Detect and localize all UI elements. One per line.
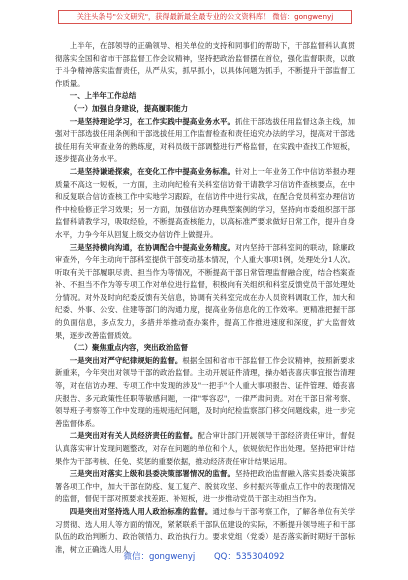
paragraph-text: 抓住干部选拔任用监督这条主线，加强对干部选拔任用条例和干部选拔任用工作监督检查和责任追究办法的学习，提高对干部选拔任用有关审查业务的熟练度，对科员级干部调整进行严格监督，在实践中查找工作短板，逐步提高业务水平。 [55, 116, 355, 164]
page-footer [0, 550, 408, 566]
paragraph-text: 坚持把政治监督融入落实县委决策部署各项工作中，加大干部在防疫、复工复产、脱贫攻坚、乡村振兴等重点工作中的表现情况的监督，督促干部对照要求找差距、补短板，进一步推动党员干部主动担当作为。 [55, 469, 355, 504]
paragraph-text: 针对上一年业务工作中信访举报办理质量不高这一短板，一方面，主动向纪检有关科室信访骨干请教学习信访件查核要点，在中和反复联合信访查核工作中实地学习跟踪，在信访件中进行实战，在配合党员科室办理信访件中检验修正学习效果；另一方面，加强信访办理典型案例的学习，坚持向市委组织部干部监督科请教学习，吸取经验，不断提高查核能力，以高标准严要求做好日常工作，提升自身水平，力争今年从回复上级交办信访件上做提升。 [55, 166, 355, 239]
paragraph-text: 上半年，在部领导的正确领导、相关单位的支持和同事们的帮助下，干部监督科认真贯彻落实全国和省市干部监督工作会议精神，坚持把政治监督摆在首位，强化监督职责，以敢于斗争精神落实监督责任，从严从实，抓早抓小，以具体问题为抓手，不断提升干部监督工作质量。 [55, 41, 355, 88]
body-paragraph [55, 355, 355, 431]
body-paragraph [55, 468, 355, 506]
footer-qq: QQ：535304092 [213, 552, 285, 562]
paragraph-lead: 二是突出对有关人员经济责任的监督。 [69, 431, 198, 441]
paragraph-text: 对内坚持干部科室间的联动，除廉政审查外，今年主动向干部科室提供干部变动基本情况，个人重大事项1例，处理处分1人次。听取有关干部履职尽责、担当作为等情况，不断提高干部日常管理监督融合度，结合档案查补、不担当不作为等专项工作对单位进行监督，积极向有关组织和科室反馈党员干部处理处分情况。对外及时向纪委反馈有关信息，协调有关科室完成在办人员资料调取工作，加大和纪委、外事、公安、住建等部门的沟通力度，提高业务信息化的工作效率。更精准把握干部的负面信息，多点发力，多措并举推动查办案件，提高工作推进速度和深度，扩大监督效果，逐步改善监督质效。 [55, 242, 355, 340]
paragraph-text: 配合审计部门开展领导干部经济责任审计，督促认真落实审计发现问题整改，对存在问题的单位和个人，依规依纪作出处理。坚持把审计结果作为干部考核、任免、奖惩的重要依据，推动经济责任审计结果运用。 [55, 431, 355, 466]
section-heading [55, 342, 355, 355]
paragraph-text: 根据全国和省市干部监督工作会议精神，按照新要求新重来，今年突出对领导干部的政治监督。主动开展证件清理，操办婚丧喜庆事宜报告清理等，对在信访办理、专项工作中发现的涉及"一把手"个人重大事项报告、证件管理、婚丧喜庆报告、多元政策性任职等敏感问题，一律"零容忍"，一律严肃问责。对在干部日常考察、领导班子考察等工作中发现的违规违纪问题，及时向纪检监察部门移交问题线索，进一步完善监督体系。 [55, 355, 355, 428]
paragraph-lead: 二是坚持谦逊探索，在变化工作中提高业务标准。 [69, 166, 235, 176]
section-heading [55, 90, 355, 103]
paragraph-text: （一）加强自身建设，提高履职能力 [69, 103, 189, 113]
footer-wechat: 微信：gongwenyj [123, 552, 196, 562]
body-paragraph [55, 40, 355, 90]
body-paragraph [55, 506, 355, 556]
document-body [55, 40, 355, 554]
paragraph-text: （二）聚焦重点内容，突出政治监督 [69, 343, 189, 353]
paragraph-text: 通过参与干部考察工作，了解各单位有关学习贯彻、选人用人等方面的情况，紧紧联系干部队伍建设的实际，不断提升领导班子和干部队伍的政治判断力、政治领悟力、政治执行力。要求党组（党委）是否落实新时期好干部标准，树立正确选人用人 [55, 506, 355, 554]
section-heading [55, 103, 355, 116]
paragraph-lead: 四是突出对坚持选人用人政治标准的监督。 [69, 506, 213, 516]
paragraph-lead: 一是坚持理论学习，在工作实践中提高业务水平。 [69, 116, 235, 126]
paragraph-lead: 三是坚持横向沟通，在协调配合中提高业务精度。 [69, 242, 235, 252]
paragraph-lead: 三是突出对落实上级和县委决策部署情况的监督。 [69, 469, 235, 479]
paragraph-lead: 一是突出对严守纪律规矩的监督。 [69, 355, 183, 365]
paragraph-text: 一、上半年工作总结 [69, 91, 137, 101]
body-paragraph [55, 430, 355, 468]
body-paragraph [55, 242, 355, 343]
promo-banner[interactable]: 关注头条号"公文研究"，获得最新最全最专业的公文资料库！ 微信：gongwenyj [58, 10, 352, 24]
body-paragraph [55, 166, 355, 242]
body-paragraph [55, 116, 355, 166]
